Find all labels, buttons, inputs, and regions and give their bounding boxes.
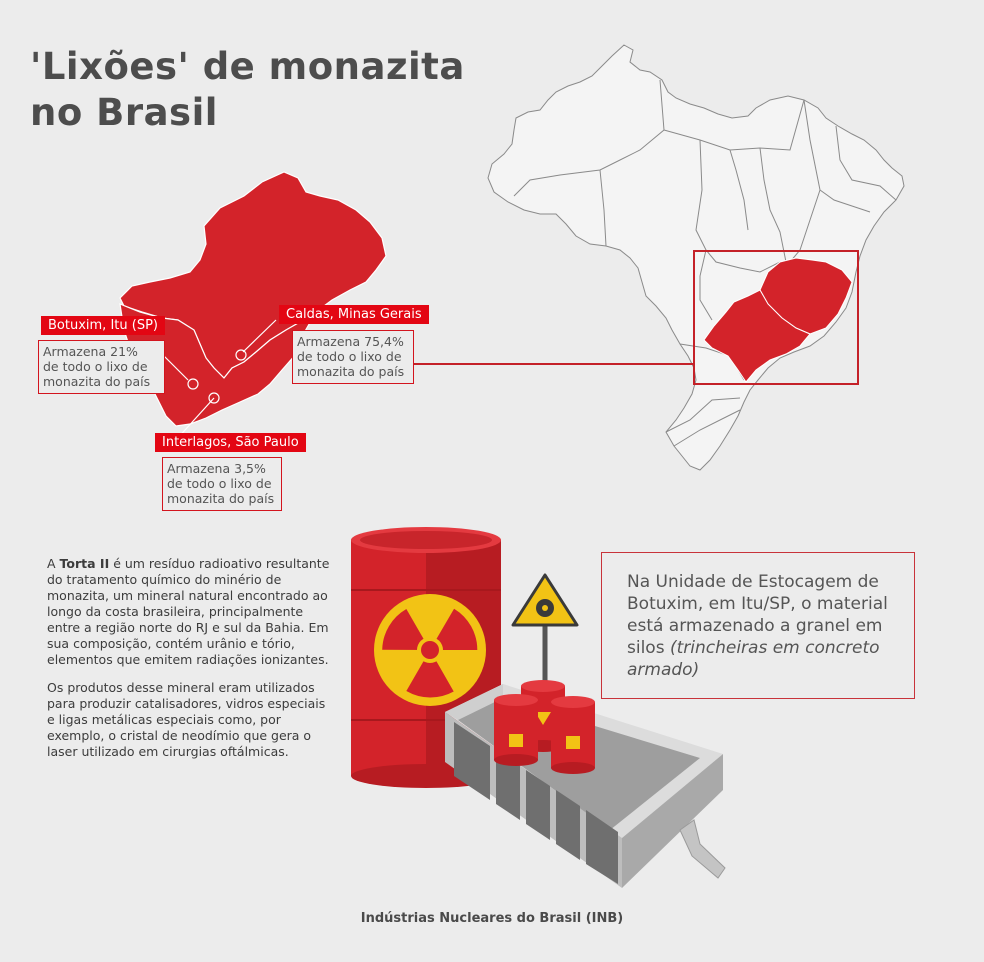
location-info-line: de todo o lixo de [43,359,148,374]
location-info-caldas [292,330,414,384]
location-info-line: monazita do país [167,491,275,506]
source-credit: Indústrias Nucleares do Brasil (INB) [360,911,624,926]
warning-sign [513,575,577,690]
location-info-line: de todo o lixo de [297,349,402,364]
storage-note-text: Na Unidade de Estocagem de Botuxim, em Itu/SP, o material está armazenado a granel em silos [627,572,888,658]
description-text [47,556,332,772]
torta-ii-term: Torta II [59,556,110,571]
title-line-1: 'Lixões' de monazita [30,45,465,88]
location-info-interlagos [162,457,282,511]
description-prefix: A [47,556,60,571]
location-tag-botuxim: Botuxim, Itu (SP) [41,316,165,335]
storage-note-box [601,552,915,699]
location-info-line: de todo o lixo de [167,476,272,491]
description-paragraph-2: Os produtos desse mineral eram utilizados para produzir catalisadores, vidros especiais e ligas metálicas especiais como, por exemplo, o cristal de neodímio que gera o laser utilizado em cirurgias oftálmicas. [47,680,326,759]
barrel-small-2 [494,694,538,766]
title-line-2: no Brasil [30,91,218,134]
location-info-line: Armazena 75,4% [297,334,404,349]
description-body: é um resíduo radioativo resultante do tratamento químico do minério de monazita, um mineral natural encontrado ao longo da costa brasileira, principalmente entre a região norte do RJ e sul da Bahia. Em sua composição, contém urânio e tório, elementos que emitem radiações ionizantes. [47,556,330,667]
location-info-line: monazita do país [297,364,405,379]
location-tag-caldas: Caldas, Minas Gerais [279,305,429,324]
location-info-line: Armazena 3,5% [167,461,266,476]
location-tag-interlagos: Interlagos, São Paulo [155,433,306,452]
description-paragraph-1 [47,556,332,668]
storage-note-italic: (trincheiras em concreto armado) [627,638,880,680]
brazil-map [488,45,904,470]
location-info-line: monazita do país [43,374,151,389]
location-info-line: Armazena 21% [43,344,138,359]
location-info-botuxim [38,340,165,394]
barrel-small-3 [551,696,595,774]
